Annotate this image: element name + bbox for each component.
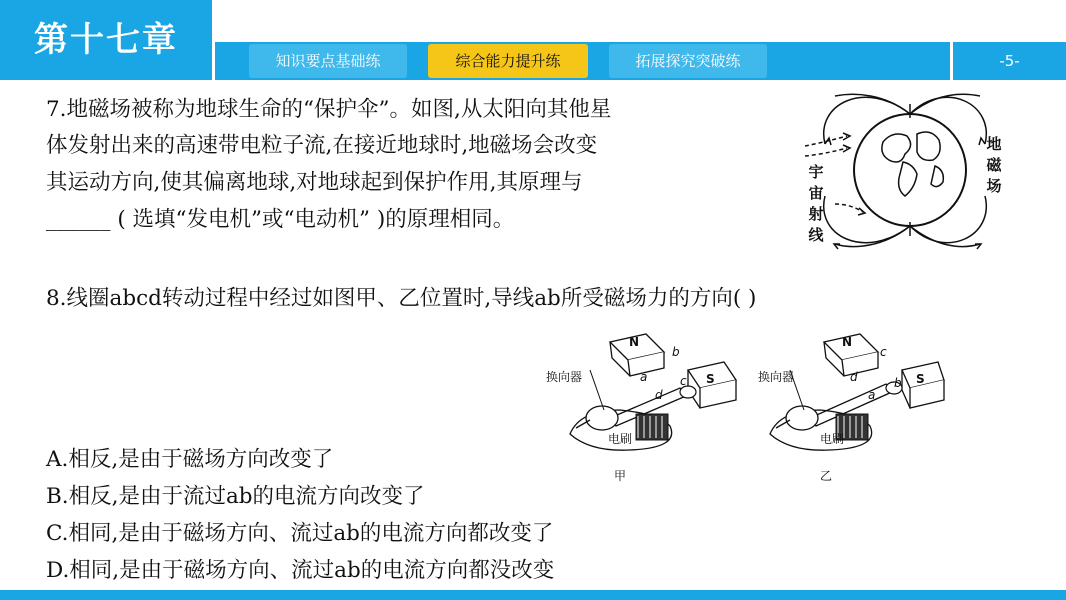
coil-letter-right-a: a	[868, 388, 876, 402]
coil-letter-left-d: d	[655, 388, 663, 402]
q8-stem: 8.线圈abcd转动过程中经过如图甲、乙位置时,导线ab所受磁场力的方向( )	[46, 286, 757, 311]
page-number: -5-	[999, 52, 1020, 70]
q7-line-3: 其运动方向,使其偏离地球,对地球起到保护作用,其原理与	[46, 170, 583, 195]
commutator-label-left: 换向器	[546, 370, 583, 384]
motor-figure-right	[760, 330, 945, 462]
south-pole-label-left: S	[706, 372, 715, 386]
option-a[interactable]: A.相反,是由于磁场方向改变了	[46, 447, 334, 472]
south-pole-label-right: S	[916, 372, 925, 386]
q7-line-2: 体发射出来的高速带电粒子流,在接近地球时,地磁场会改变	[46, 133, 598, 158]
geomagnetic-field-label: 地磁场	[986, 135, 1002, 195]
tab-basic-practice[interactable]: 知识要点基础练	[249, 44, 407, 78]
footer-bar	[0, 590, 1066, 600]
cosmic-ray-label: 宇宙射线	[808, 163, 824, 244]
motor-figure-left	[560, 330, 745, 462]
coil-letter-right-d: d	[850, 370, 858, 384]
tab-extension[interactable]: 拓展探究突破练	[609, 44, 767, 78]
divider	[212, 42, 215, 80]
caption-jia: 甲	[614, 469, 627, 483]
option-b[interactable]: B.相反,是由于流过ab的电流方向改变了	[46, 484, 425, 509]
caption-yi: 乙	[820, 469, 833, 483]
option-d[interactable]: D.相同,是由于磁场方向、流过ab的电流方向都没改变	[46, 558, 555, 583]
commutator-label-right: 换向器	[758, 370, 795, 384]
q7-line-1: 7.地磁场被称为地球生命的“保护伞”。如图,从太阳向其他星	[46, 97, 612, 122]
coil-letter-left-a: a	[640, 370, 648, 384]
coil-letter-left-b: b	[672, 345, 680, 359]
coil-letter-right-c: c	[880, 345, 887, 359]
north-pole-label-right: N	[842, 335, 853, 349]
coil-letter-left-c: c	[680, 374, 687, 388]
chapter-title: 第十七章	[0, 0, 212, 80]
north-pole-label-left: N	[629, 335, 640, 349]
coil-letter-right-b: b	[894, 376, 902, 390]
option-c[interactable]: C.相同,是由于磁场方向、流过ab的电流方向都改变了	[46, 521, 554, 546]
brush-label-left: 电刷	[608, 432, 633, 446]
q7-line-4: ______ ( 选填“发电机”或“电动机” )的原理相同。	[46, 207, 515, 232]
earth-magnetic-field-figure	[795, 84, 1015, 256]
tab-comprehensive[interactable]: 综合能力提升练	[428, 44, 588, 78]
brush-label-right: 电刷	[820, 432, 845, 446]
